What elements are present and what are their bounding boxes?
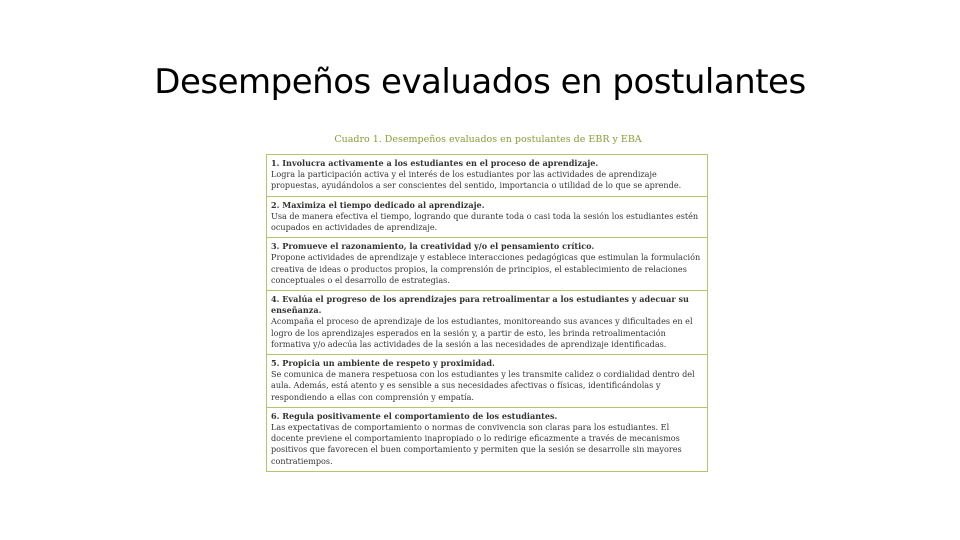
- performance-table: [266, 154, 708, 472]
- row-heading: 1. Involucra activamente a los estudiantes en el proceso de aprendizaje.: [271, 158, 599, 168]
- table-row: [267, 290, 707, 354]
- row-description: Acompaña el proceso de aprendizaje de los estudiantes, monitoreando sus avances y dificultades en el logro de los aprendizajes esperados en la sesión y, a partir de esto, les brinda retroalimentación formativa y/o adecúa las actividades de la sesión a las necesidades de aprendizaje identificadas.: [271, 316, 693, 349]
- table-row: [267, 237, 707, 290]
- table-row: [267, 196, 707, 238]
- row-description: Propone actividades de aprendizaje y establece interacciones pedagógicas que estimulan la formulación creativa de ideas o productos propios, la comprensión de principios, el establecimiento de relaciones conceptuales o el desarrollo de estrategias.: [271, 252, 701, 285]
- row-heading: 5. Propicia un ambiente de respeto y proximidad.: [271, 358, 495, 369]
- row-description: Las expectativas de comportamiento o normas de convivencia son claras para los estudiantes. El docente previene el comportamiento inapropiado o lo redirige eficazmente a través de mecanismos positivos que favorecen el buen comportamiento y permiten que la sesión se desarrolle sin mayores contratiempos.: [271, 422, 682, 466]
- row-description: Se comunica de manera respetuosa con los estudiantes y les transmite calidez o cordialidad dentro del aula. Además, está atento y es sensible a sus necesidades afectivas o físicas, identificándolas y respondiendo a ellas con comprensión y empatía.: [271, 369, 695, 402]
- row-description: Logra la participación activa y el interés de los estudiantes por las actividades de aprendizaje propuestas, ayudándolos a ser conscientes del sentido, importancia o utilidad de lo que se aprende.: [271, 169, 682, 191]
- table-row: [267, 354, 707, 407]
- slide-title: Desempeños evaluados en postulantes: [154, 62, 806, 102]
- table-row: [267, 407, 707, 471]
- row-heading: 4. Evalúa el progreso de los aprendizajes para retroalimentar a los estudiantes y adecuar su enseñanza.: [271, 294, 689, 316]
- row-heading: 3. Promueve el razonamiento, la creatividad y/o el pensamiento crítico.: [271, 241, 595, 252]
- table-row: [267, 155, 707, 196]
- row-heading: 2. Maximiza el tiempo dedicado al aprendizaje.: [271, 199, 485, 210]
- row-heading: 6. Regula positivamente el comportamiento de los estudiantes.: [271, 410, 558, 421]
- table-caption: Cuadro 1. Desempeños evaluados en postulantes de EBR y EBA: [334, 134, 642, 145]
- row-description: Usa de manera efectiva el tiempo, logrando que durante toda o casi toda la sesión los estudiantes estén ocupados en actividades de aprendizaje.: [271, 210, 699, 233]
